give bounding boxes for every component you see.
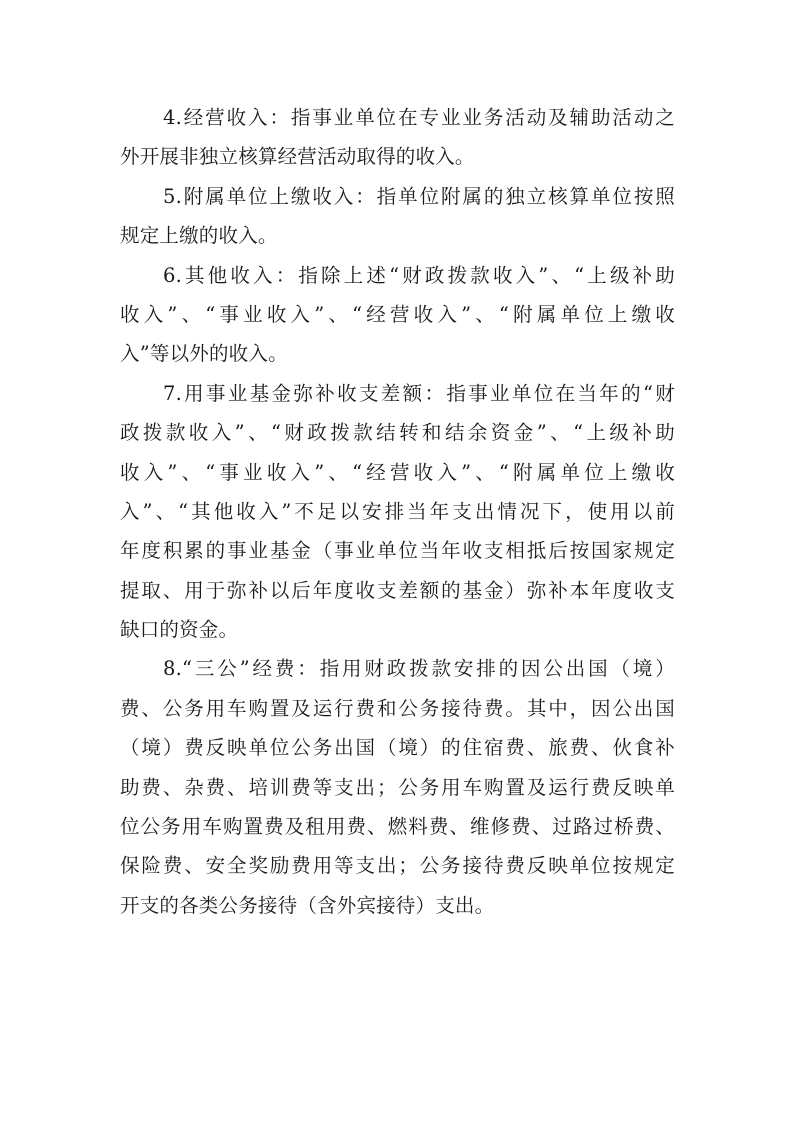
paragraph-line: 8.“三公”经费：指用财政拨款安排的因公出国（境） [163, 657, 675, 681]
paragraph-line: 4.经营收入：指事业单位在专业业务活动及辅助活动之 [163, 106, 675, 129]
paragraph-operating-income [120, 98, 675, 177]
paragraph-line: 缺口的资金。 [120, 618, 239, 642]
paragraph-line: 提取、用于弥补以后年度收支差额的基金）弥补本年度收支 [120, 578, 675, 602]
paragraph-affiliated-unit-income [120, 177, 675, 256]
paragraph-line: 收入”、“事业收入”、“经营收入”、“附属单位上缴收 [120, 302, 675, 326]
paragraph-line: 5.附属单位上缴收入：指单位附属的独立核算单位按照 [163, 184, 675, 208]
paragraph-undertaking-fund [120, 374, 675, 650]
paragraph-line: 7.用事业基金弥补收支差额：指事业单位在当年的“财 [163, 381, 675, 405]
document-body [120, 98, 675, 925]
paragraph-line: 收入”、“事业收入”、“经营收入”、“附属单位上缴收 [120, 460, 675, 484]
paragraph-line: 入”等以外的收入。 [120, 342, 288, 366]
paragraph-line: 入”、“其他收入”不足以安排当年支出情况下，使用以前 [120, 499, 675, 523]
paragraph-line: 年度积累的事业基金（事业单位当年收支相抵后按国家规定 [120, 539, 675, 563]
paragraph-line: 6.其他收入：指除上述“财政拨款收入”、“上级补助 [163, 263, 675, 287]
paragraph-line: 助费、杂费、培训费等支出；公务用车购置及运行费反映单 [120, 775, 675, 799]
paragraph-line: 保险费、安全奖励费用等支出；公务接待费反映单位按规定 [120, 854, 675, 878]
paragraph-line: 费、公务用车购置及运行费和公务接待费。其中，因公出国 [120, 696, 675, 720]
paragraph-line: 规定上缴的收入。 [120, 224, 278, 248]
paragraph-line: 外开展非独立核算经营活动取得的收入。 [120, 145, 475, 169]
paragraph-line: 位公务用车购置费及租用费、燃料费、维修费、过路过桥费、 [120, 815, 675, 839]
paragraph-other-income [120, 256, 675, 374]
paragraph-line: （境）费反映单位公务出国（境）的住宿费、旅费、伙食补 [120, 736, 675, 760]
paragraph-line: 政拨款收入”、“财政拨款结转和结余资金”、“上级补助 [120, 421, 675, 445]
paragraph-line: 开支的各类公务接待（含外宾接待）支出。 [120, 893, 495, 917]
paragraph-three-public-expenses [120, 649, 675, 925]
